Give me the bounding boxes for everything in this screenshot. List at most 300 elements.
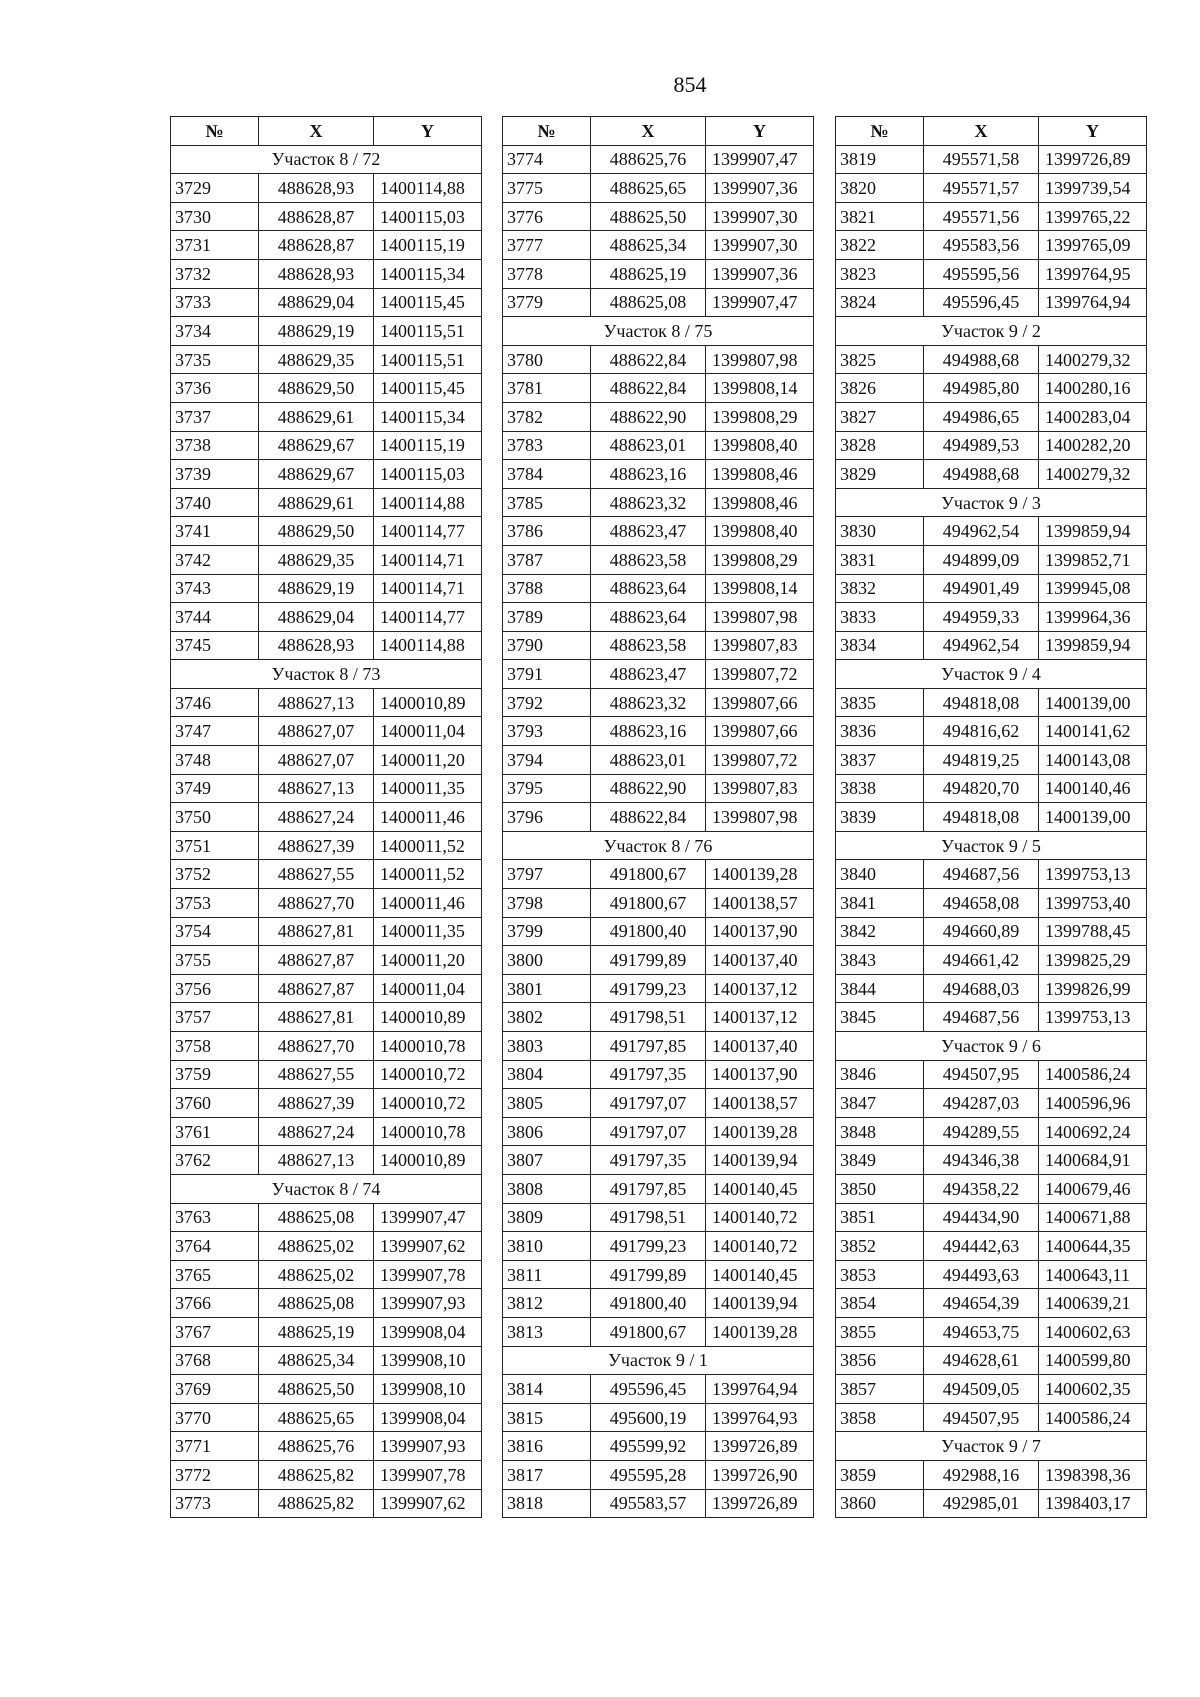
table-row	[171, 288, 482, 317]
y-coordinate: 1399808,14	[706, 574, 814, 603]
y-coordinate: 1400011,52	[374, 860, 482, 889]
table-row	[836, 231, 1147, 260]
point-number: 3735	[171, 345, 259, 374]
y-coordinate: 1400115,03	[374, 460, 482, 489]
table-row	[836, 1232, 1147, 1261]
table-row	[836, 717, 1147, 746]
point-number: 3775	[503, 174, 591, 203]
x-coordinate: 488627,24	[259, 803, 374, 832]
x-coordinate: 488623,32	[591, 488, 706, 517]
x-coordinate: 494661,42	[924, 946, 1039, 975]
table-row	[171, 259, 482, 288]
table-row	[171, 1032, 482, 1061]
point-number: 3803	[503, 1032, 591, 1061]
point-number: 3762	[171, 1146, 259, 1175]
table-row	[171, 746, 482, 775]
x-coordinate: 488623,64	[591, 574, 706, 603]
y-coordinate: 1400602,35	[1039, 1375, 1147, 1404]
point-number: 3747	[171, 717, 259, 746]
x-coordinate: 488627,07	[259, 746, 374, 775]
point-number: 3733	[171, 288, 259, 317]
point-number: 3802	[503, 1003, 591, 1032]
point-number: 3799	[503, 917, 591, 946]
point-number: 3778	[503, 259, 591, 288]
x-coordinate: 488625,08	[591, 288, 706, 317]
y-coordinate: 1399765,22	[1039, 202, 1147, 231]
y-coordinate: 1399726,89	[1039, 145, 1147, 174]
table-row	[503, 574, 814, 603]
x-coordinate: 488625,82	[259, 1460, 374, 1489]
y-coordinate: 1399826,99	[1039, 974, 1147, 1003]
y-coordinate: 1400011,35	[374, 917, 482, 946]
point-number: 3761	[171, 1117, 259, 1146]
x-coordinate: 494688,03	[924, 974, 1039, 1003]
y-coordinate: 1399907,93	[374, 1432, 482, 1461]
point-number: 3827	[836, 402, 924, 431]
x-coordinate: 488622,84	[591, 803, 706, 832]
table-row	[836, 688, 1147, 717]
x-coordinate: 488623,16	[591, 717, 706, 746]
x-coordinate: 495583,57	[591, 1489, 706, 1518]
section-row	[171, 145, 482, 174]
table-header-row	[171, 117, 482, 146]
table-row	[171, 803, 482, 832]
x-coordinate: 491798,51	[591, 1003, 706, 1032]
x-coordinate: 494962,54	[924, 631, 1039, 660]
table-row	[503, 1089, 814, 1118]
table-row	[171, 402, 482, 431]
point-number: 3808	[503, 1174, 591, 1203]
point-number: 3800	[503, 946, 591, 975]
point-number: 3818	[503, 1489, 591, 1518]
x-coordinate: 488625,50	[259, 1375, 374, 1404]
table-row	[836, 174, 1147, 203]
y-coordinate: 1399807,66	[706, 688, 814, 717]
y-coordinate: 1399907,47	[706, 145, 814, 174]
x-coordinate: 488623,01	[591, 746, 706, 775]
y-coordinate: 1400010,72	[374, 1089, 482, 1118]
x-coordinate: 494901,49	[924, 574, 1039, 603]
x-coordinate: 488629,67	[259, 460, 374, 489]
header-number: №	[171, 117, 259, 146]
y-coordinate: 1399945,08	[1039, 574, 1147, 603]
y-coordinate: 1400010,89	[374, 1003, 482, 1032]
x-coordinate: 494687,56	[924, 1003, 1039, 1032]
point-number: 3825	[836, 345, 924, 374]
point-number: 3767	[171, 1317, 259, 1346]
y-coordinate: 1400140,45	[706, 1260, 814, 1289]
y-coordinate: 1400115,19	[374, 431, 482, 460]
point-number: 3834	[836, 631, 924, 660]
y-coordinate: 1400141,62	[1039, 717, 1147, 746]
table-row	[836, 1403, 1147, 1432]
y-coordinate: 1400139,94	[706, 1289, 814, 1318]
y-coordinate: 1399726,90	[706, 1460, 814, 1489]
point-number: 3849	[836, 1146, 924, 1175]
point-number: 3821	[836, 202, 924, 231]
x-coordinate: 491800,67	[591, 860, 706, 889]
y-coordinate: 1400011,20	[374, 746, 482, 775]
table-row	[836, 574, 1147, 603]
x-coordinate: 494819,25	[924, 746, 1039, 775]
table-row	[503, 374, 814, 403]
point-number: 3766	[171, 1289, 259, 1318]
table-row	[171, 202, 482, 231]
table-header-row	[503, 117, 814, 146]
x-coordinate: 488629,04	[259, 288, 374, 317]
point-number: 3811	[503, 1260, 591, 1289]
x-coordinate: 494434,90	[924, 1203, 1039, 1232]
y-coordinate: 1399907,36	[706, 174, 814, 203]
point-number: 3809	[503, 1203, 591, 1232]
point-number: 3755	[171, 946, 259, 975]
y-coordinate: 1400280,16	[1039, 374, 1147, 403]
point-number: 3813	[503, 1317, 591, 1346]
table-row	[171, 1146, 482, 1175]
table-row	[503, 1174, 814, 1203]
table-row	[171, 889, 482, 918]
point-number: 3781	[503, 374, 591, 403]
table-row	[171, 1232, 482, 1261]
x-coordinate: 488629,19	[259, 317, 374, 346]
y-coordinate: 1399807,66	[706, 717, 814, 746]
point-number: 3738	[171, 431, 259, 460]
point-number: 3788	[503, 574, 591, 603]
table-row	[171, 574, 482, 603]
table-row	[171, 1460, 482, 1489]
y-coordinate: 1400283,04	[1039, 402, 1147, 431]
table-row	[171, 345, 482, 374]
table-row	[836, 460, 1147, 489]
x-coordinate: 488629,35	[259, 345, 374, 374]
table-row	[503, 688, 814, 717]
x-coordinate: 495596,45	[924, 288, 1039, 317]
x-coordinate: 491800,67	[591, 889, 706, 918]
point-number: 3777	[503, 231, 591, 260]
x-coordinate: 488629,35	[259, 545, 374, 574]
table-row	[503, 460, 814, 489]
y-coordinate: 1400011,04	[374, 974, 482, 1003]
table-row	[836, 603, 1147, 632]
point-number: 3758	[171, 1032, 259, 1061]
y-coordinate: 1400139,00	[1039, 803, 1147, 832]
x-coordinate: 488627,13	[259, 688, 374, 717]
table-row	[171, 317, 482, 346]
x-coordinate: 488628,93	[259, 174, 374, 203]
x-coordinate: 488625,65	[259, 1403, 374, 1432]
section-row	[836, 831, 1147, 860]
table-row	[836, 803, 1147, 832]
y-coordinate: 1400139,28	[706, 860, 814, 889]
point-number: 3783	[503, 431, 591, 460]
y-coordinate: 1399753,40	[1039, 889, 1147, 918]
table-row	[171, 1203, 482, 1232]
y-coordinate: 1400137,40	[706, 946, 814, 975]
point-number: 3819	[836, 145, 924, 174]
y-coordinate: 1399907,62	[374, 1489, 482, 1518]
point-number: 3785	[503, 488, 591, 517]
point-number: 3786	[503, 517, 591, 546]
point-number: 3848	[836, 1117, 924, 1146]
y-coordinate: 1399808,14	[706, 374, 814, 403]
x-coordinate: 488622,90	[591, 402, 706, 431]
y-coordinate: 1399807,98	[706, 803, 814, 832]
table-row	[171, 631, 482, 660]
y-coordinate: 1400010,78	[374, 1032, 482, 1061]
y-coordinate: 1400137,12	[706, 1003, 814, 1032]
point-number: 3795	[503, 774, 591, 803]
x-coordinate: 488627,55	[259, 1060, 374, 1089]
y-coordinate: 1400115,03	[374, 202, 482, 231]
y-coordinate: 1400137,12	[706, 974, 814, 1003]
table-row	[836, 1346, 1147, 1375]
x-coordinate: 488628,93	[259, 631, 374, 660]
x-coordinate: 488627,81	[259, 917, 374, 946]
section-title: Участок 9 / 3	[836, 488, 1147, 517]
x-coordinate: 494346,38	[924, 1146, 1039, 1175]
table-row	[171, 517, 482, 546]
point-number: 3743	[171, 574, 259, 603]
x-coordinate: 491799,89	[591, 946, 706, 975]
x-coordinate: 494653,75	[924, 1317, 1039, 1346]
point-number: 3855	[836, 1317, 924, 1346]
table-row	[171, 1060, 482, 1089]
table-row	[503, 1317, 814, 1346]
y-coordinate: 1400010,72	[374, 1060, 482, 1089]
y-coordinate: 1400139,28	[706, 1317, 814, 1346]
point-number: 3753	[171, 889, 259, 918]
table-row	[171, 1089, 482, 1118]
y-coordinate: 1399907,47	[374, 1203, 482, 1232]
point-number: 3816	[503, 1432, 591, 1461]
point-number: 3793	[503, 717, 591, 746]
x-coordinate: 488628,87	[259, 202, 374, 231]
point-number: 3847	[836, 1089, 924, 1118]
y-coordinate: 1399753,13	[1039, 860, 1147, 889]
header-y: Y	[1039, 117, 1147, 146]
table-row	[836, 1117, 1147, 1146]
y-coordinate: 1400138,57	[706, 889, 814, 918]
y-coordinate: 1399859,94	[1039, 517, 1147, 546]
table-row	[503, 1432, 814, 1461]
point-number: 3815	[503, 1403, 591, 1432]
y-coordinate: 1400139,28	[706, 1117, 814, 1146]
table-row	[503, 231, 814, 260]
section-row	[171, 1174, 482, 1203]
point-number: 3826	[836, 374, 924, 403]
table-row	[171, 1346, 482, 1375]
x-coordinate: 494509,05	[924, 1375, 1039, 1404]
table-row	[503, 1003, 814, 1032]
x-coordinate: 488627,55	[259, 860, 374, 889]
x-coordinate: 495600,19	[591, 1403, 706, 1432]
y-coordinate: 1400011,20	[374, 946, 482, 975]
y-coordinate: 1399907,36	[706, 259, 814, 288]
x-coordinate: 491797,07	[591, 1089, 706, 1118]
y-coordinate: 1400010,89	[374, 1146, 482, 1175]
section-row	[171, 660, 482, 689]
y-coordinate: 1400010,78	[374, 1117, 482, 1146]
table-row	[171, 1375, 482, 1404]
table-row	[836, 1089, 1147, 1118]
point-number: 3764	[171, 1232, 259, 1261]
x-coordinate: 491799,23	[591, 974, 706, 1003]
point-number: 3739	[171, 460, 259, 489]
x-coordinate: 488627,13	[259, 774, 374, 803]
table-row	[836, 889, 1147, 918]
table-row	[836, 917, 1147, 946]
y-coordinate: 1399765,09	[1039, 231, 1147, 260]
table-row	[836, 1289, 1147, 1318]
x-coordinate: 494660,89	[924, 917, 1039, 946]
y-coordinate: 1400140,45	[706, 1174, 814, 1203]
table-row	[503, 774, 814, 803]
y-coordinate: 1400114,88	[374, 488, 482, 517]
y-coordinate: 1399964,36	[1039, 603, 1147, 632]
header-y: Y	[706, 117, 814, 146]
x-coordinate: 491799,23	[591, 1232, 706, 1261]
x-coordinate: 494628,61	[924, 1346, 1039, 1375]
x-coordinate: 488627,39	[259, 831, 374, 860]
y-coordinate: 1400692,24	[1039, 1117, 1147, 1146]
point-number: 3748	[171, 746, 259, 775]
point-number: 3797	[503, 860, 591, 889]
table-row	[503, 402, 814, 431]
point-number: 3820	[836, 174, 924, 203]
section-title: Участок 9 / 6	[836, 1032, 1147, 1061]
point-number: 3794	[503, 746, 591, 775]
table-row	[503, 974, 814, 1003]
header-number: №	[836, 117, 924, 146]
table-row	[171, 1489, 482, 1518]
header-y: Y	[374, 117, 482, 146]
x-coordinate: 488627,70	[259, 1032, 374, 1061]
point-number: 3756	[171, 974, 259, 1003]
x-coordinate: 494507,95	[924, 1403, 1039, 1432]
table-row	[503, 631, 814, 660]
y-coordinate: 1400596,96	[1039, 1089, 1147, 1118]
point-number: 3853	[836, 1260, 924, 1289]
y-coordinate: 1400137,90	[706, 917, 814, 946]
table-row	[836, 1174, 1147, 1203]
y-coordinate: 1400011,35	[374, 774, 482, 803]
point-number: 3731	[171, 231, 259, 260]
x-coordinate: 494985,80	[924, 374, 1039, 403]
table-row	[503, 174, 814, 203]
table-row	[503, 1289, 814, 1318]
table-row	[171, 860, 482, 889]
table-row	[171, 1317, 482, 1346]
x-coordinate: 488623,01	[591, 431, 706, 460]
table-row	[836, 1460, 1147, 1489]
y-coordinate: 1400586,24	[1039, 1060, 1147, 1089]
y-coordinate: 1400140,46	[1039, 774, 1147, 803]
x-coordinate: 494442,63	[924, 1232, 1039, 1261]
x-coordinate: 488622,90	[591, 774, 706, 803]
x-coordinate: 488625,34	[259, 1346, 374, 1375]
table-row	[503, 517, 814, 546]
y-coordinate: 1400602,63	[1039, 1317, 1147, 1346]
x-coordinate: 488627,70	[259, 889, 374, 918]
y-coordinate: 1399807,83	[706, 774, 814, 803]
point-number: 3838	[836, 774, 924, 803]
section-title: Участок 9 / 5	[836, 831, 1147, 860]
y-coordinate: 1400011,46	[374, 889, 482, 918]
y-coordinate: 1399753,13	[1039, 1003, 1147, 1032]
point-number: 3745	[171, 631, 259, 660]
y-coordinate: 1399908,04	[374, 1403, 482, 1432]
section-row	[836, 1032, 1147, 1061]
y-coordinate: 1399739,54	[1039, 174, 1147, 203]
table-row	[503, 946, 814, 975]
table-row	[503, 660, 814, 689]
table-row	[836, 631, 1147, 660]
x-coordinate: 488625,02	[259, 1260, 374, 1289]
table-header-row	[836, 117, 1147, 146]
point-number: 3858	[836, 1403, 924, 1432]
y-coordinate: 1400114,88	[374, 174, 482, 203]
table-row	[503, 1403, 814, 1432]
point-number: 3842	[836, 917, 924, 946]
table-row	[503, 1232, 814, 1261]
y-coordinate: 1400140,72	[706, 1203, 814, 1232]
y-coordinate: 1399808,46	[706, 488, 814, 517]
point-number: 3856	[836, 1346, 924, 1375]
y-coordinate: 1400586,24	[1039, 1403, 1147, 1432]
point-number: 3787	[503, 545, 591, 574]
point-number: 3744	[171, 603, 259, 632]
table-row	[836, 974, 1147, 1003]
table-row	[503, 345, 814, 374]
x-coordinate: 495595,28	[591, 1460, 706, 1489]
table-row	[836, 374, 1147, 403]
point-number: 3750	[171, 803, 259, 832]
x-coordinate: 488622,84	[591, 345, 706, 374]
point-number: 3784	[503, 460, 591, 489]
y-coordinate: 1400139,94	[706, 1146, 814, 1175]
table-row	[171, 717, 482, 746]
y-coordinate: 1399907,30	[706, 202, 814, 231]
table-row	[503, 860, 814, 889]
point-number: 3854	[836, 1289, 924, 1318]
y-coordinate: 1399859,94	[1039, 631, 1147, 660]
point-number: 3810	[503, 1232, 591, 1261]
table-row	[171, 1003, 482, 1032]
table-row	[171, 603, 482, 632]
table-row	[836, 860, 1147, 889]
x-coordinate: 488627,81	[259, 1003, 374, 1032]
point-number: 3759	[171, 1060, 259, 1089]
section-row	[503, 317, 814, 346]
y-coordinate: 1400115,34	[374, 402, 482, 431]
table-row	[836, 431, 1147, 460]
x-coordinate: 488629,61	[259, 488, 374, 517]
table-row	[503, 746, 814, 775]
x-coordinate: 488625,19	[591, 259, 706, 288]
x-coordinate: 488629,19	[259, 574, 374, 603]
y-coordinate: 1400282,20	[1039, 431, 1147, 460]
point-number: 3729	[171, 174, 259, 203]
x-coordinate: 494962,54	[924, 517, 1039, 546]
x-coordinate: 492985,01	[924, 1489, 1039, 1518]
point-number: 3824	[836, 288, 924, 317]
y-coordinate: 1400639,21	[1039, 1289, 1147, 1318]
y-coordinate: 1400599,80	[1039, 1346, 1147, 1375]
point-number: 3836	[836, 717, 924, 746]
y-coordinate: 1400679,46	[1039, 1174, 1147, 1203]
x-coordinate: 491797,35	[591, 1146, 706, 1175]
x-coordinate: 494493,63	[924, 1260, 1039, 1289]
